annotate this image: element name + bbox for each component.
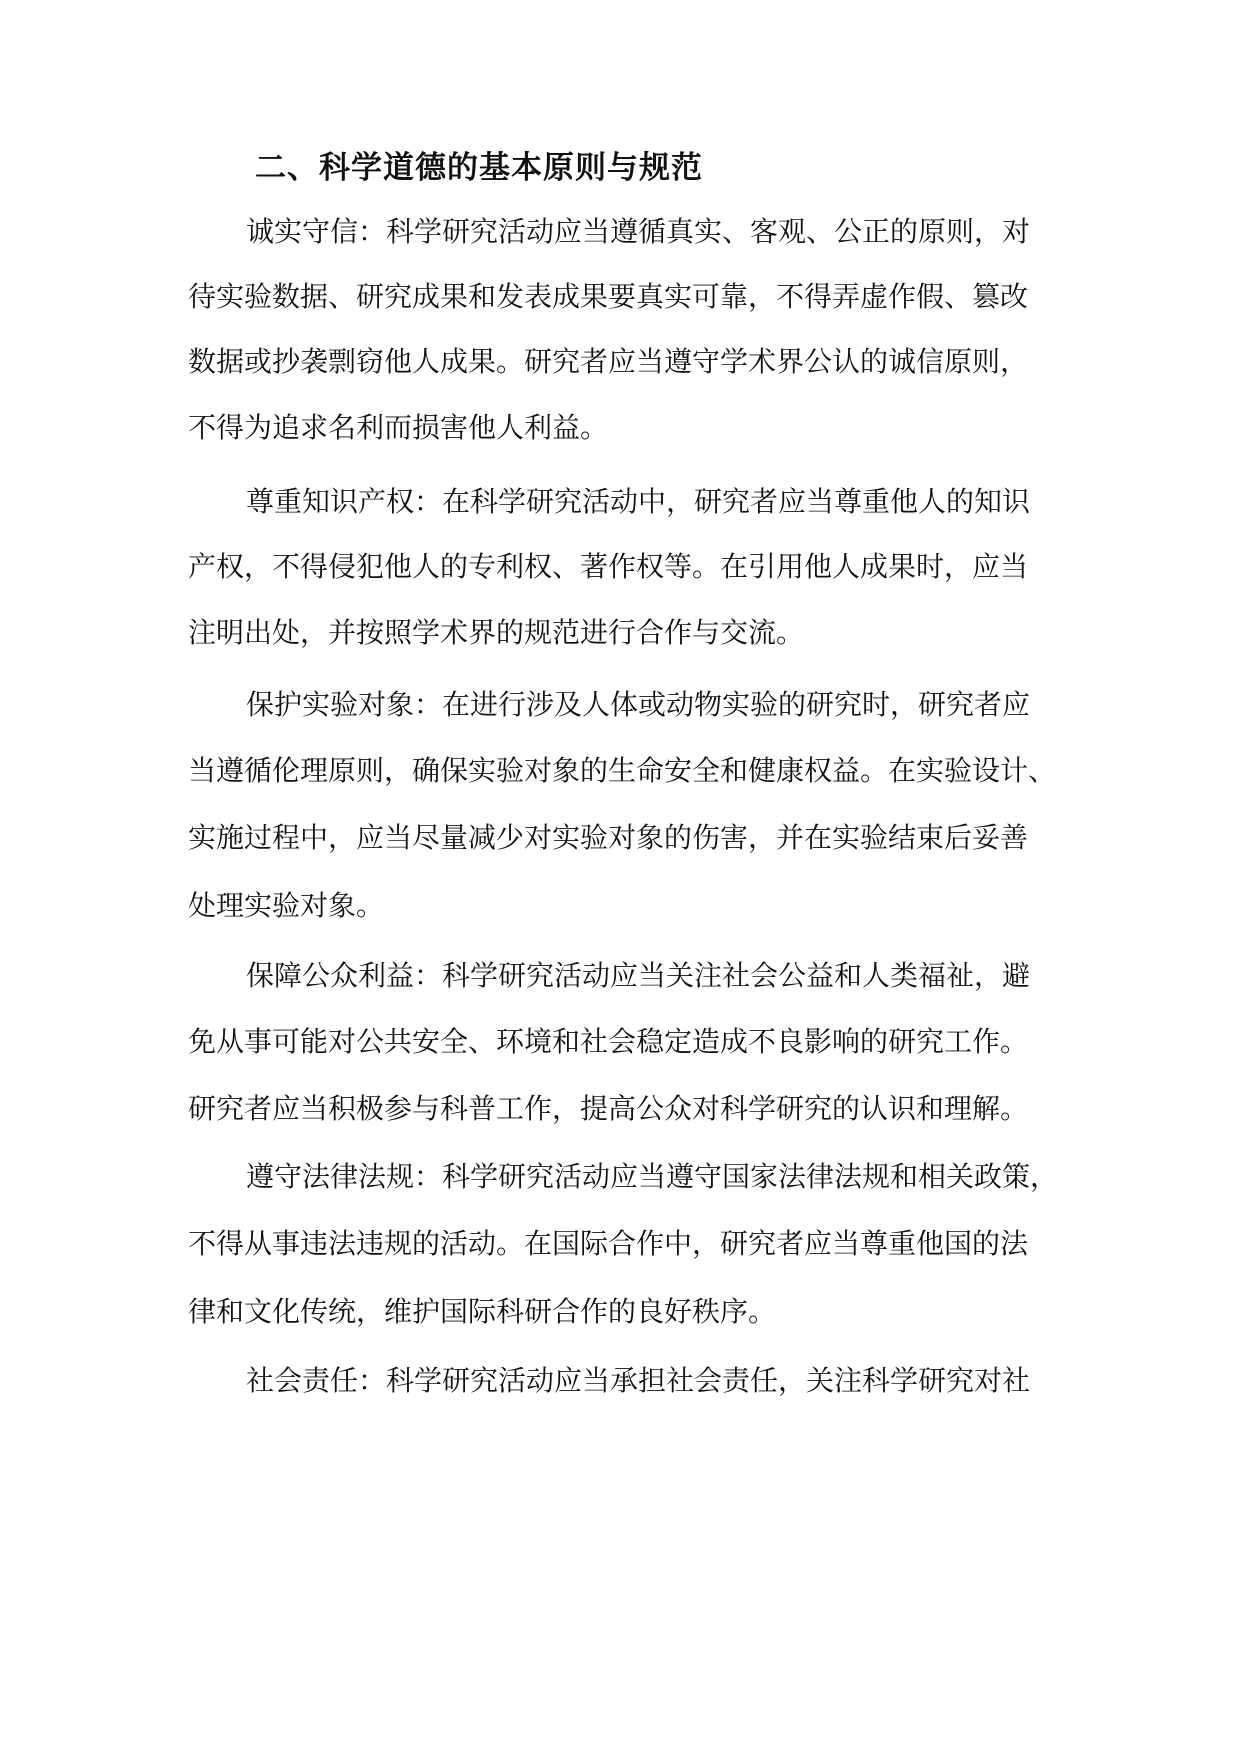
paragraph-line: 不得从事违法违规的活动。在国际合作中，研究者应当尊重他国的法 bbox=[188, 1227, 1029, 1260]
paragraph-line: 当遵循伦理原则，确保实验对象的生命安全和健康权益。在实验设计、 bbox=[188, 754, 1057, 787]
paragraph-line: 社会责任：科学研究活动应当承担社会责任，关注科学研究对社 bbox=[246, 1364, 1031, 1397]
paragraph-line: 注明出处，并按照学术界的规范进行合作与交流。 bbox=[188, 616, 805, 649]
paragraph-line: 尊重知识产权：在科学研究活动中，研究者应当尊重他人的知识 bbox=[246, 485, 1031, 518]
paragraph-line: 诚实守信：科学研究活动应当遵循真实、客观、公正的原则，对 bbox=[246, 215, 1031, 248]
paragraph-line: 不得为追求名利而损害他人利益。 bbox=[188, 411, 609, 444]
section-heading: 二、科学道德的基本原则与规范 bbox=[255, 150, 703, 186]
paragraph-line: 保障公众利益：科学研究活动应当关注社会公益和人类福祉，避 bbox=[246, 959, 1031, 992]
paragraph-line: 数据或抄袭剽窃他人成果。研究者应当遵守学术界公认的诚信原则， bbox=[188, 345, 1029, 378]
paragraph-line: 产权，不得侵犯他人的专利权、著作权等。在引用他人成果时，应当 bbox=[188, 550, 1029, 583]
paragraph-line: 遵守法律法规：科学研究活动应当遵守国家法律法规和相关政策， bbox=[246, 1160, 1059, 1193]
paragraph-line: 研究者应当积极参与科普工作，提高公众对科学研究的认识和理解。 bbox=[188, 1092, 1029, 1125]
paragraph-line: 待实验数据、研究成果和发表成果要真实可靠，不得弄虚作假、篡改 bbox=[188, 280, 1029, 313]
paragraph-line: 实施过程中，应当尽量减少对实验对象的伤害，并在实验结束后妥善 bbox=[188, 821, 1029, 854]
paragraph-line: 保护实验对象：在进行涉及人体或动物实验的研究时，研究者应 bbox=[246, 688, 1031, 721]
paragraph-line: 处理实验对象。 bbox=[188, 889, 385, 922]
paragraph-line: 免从事可能对公共安全、环境和社会稳定造成不良影响的研究工作。 bbox=[188, 1025, 1029, 1058]
paragraph-line: 律和文化传统，维护国际科研合作的良好秩序。 bbox=[188, 1295, 777, 1328]
